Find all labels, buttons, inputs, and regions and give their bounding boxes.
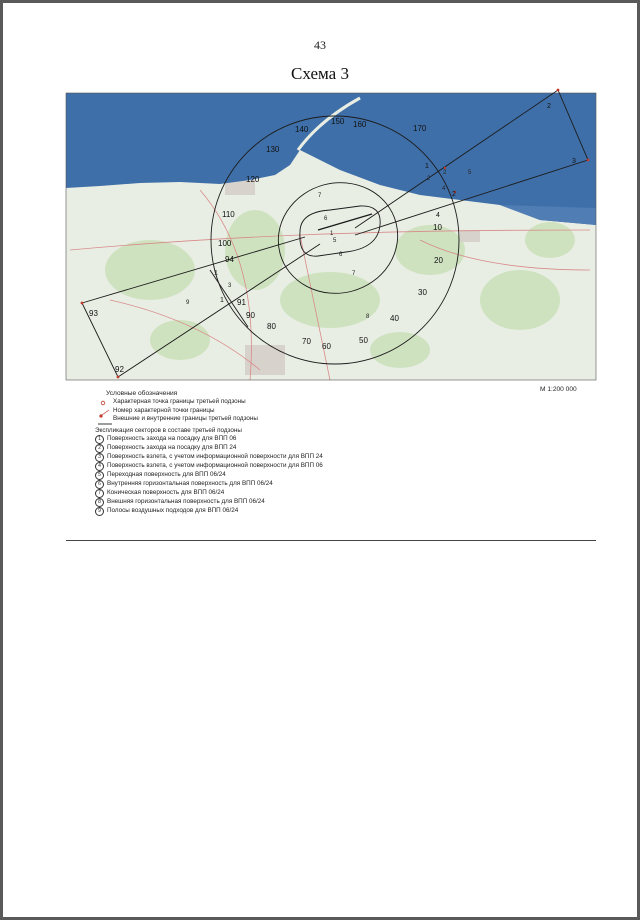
sector-number: 2 — [427, 176, 431, 182]
sector-entry: 2 Поверхность захода на посадку для ВПП 24 — [95, 444, 575, 453]
boundary-point-number: 1 — [220, 297, 224, 304]
ring-label: 80 — [267, 322, 276, 331]
sector-entry: 6 Внутренняя горизонтальная поверхность для ВПП 06/24 — [95, 480, 575, 489]
ring-label: 100 — [218, 239, 232, 248]
boundary-point-number: 1 — [425, 163, 429, 170]
ring-label: 90 — [246, 311, 255, 320]
boundary-point-number: 1 — [214, 270, 218, 277]
ring-label: 94 — [225, 255, 234, 264]
ring-label: 93 — [89, 309, 98, 318]
sector-entry: 9 Полосы воздушных подходов для ВПП 06/24 — [95, 507, 575, 516]
boundary-point-number: 2 — [547, 103, 551, 110]
boundary-point-number: 2 — [452, 191, 456, 198]
legend-heading: Условные обозначения — [106, 390, 178, 397]
scheme-title: Схема 3 — [291, 64, 349, 83]
sector-number: 6 — [339, 252, 343, 258]
sector-entry: 3 Поверхность взлета, с учетом информационной поверхности для ВПП 24 — [95, 453, 575, 462]
ring-label: 150 — [331, 117, 345, 126]
boundary-point-number: 4 — [436, 212, 440, 219]
legend-item — [95, 407, 575, 415]
legend-bottom-rule — [66, 540, 596, 541]
sector-number: 4 — [442, 186, 446, 192]
ring-label: 140 — [295, 125, 309, 134]
ring-label: 30 — [418, 288, 427, 297]
page-number: 43 — [314, 38, 326, 52]
ring-label: 120 — [246, 175, 260, 184]
legend-item — [95, 398, 575, 406]
map-scale: M 1:200 000 — [540, 386, 577, 393]
sector-number: 2 — [443, 170, 447, 176]
sector-entry: 5 Переходная поверхность для ВПП 06/24 — [95, 471, 575, 480]
legend-item — [95, 415, 575, 423]
sector-number: 3 — [228, 283, 232, 289]
ring-label: 160 — [353, 120, 367, 129]
ring-label: 170 — [413, 124, 427, 133]
legend-item-text: Характерная точка границы третьей подзоны — [113, 398, 246, 406]
sector-number: 7 — [352, 271, 356, 277]
sector-number: 9 — [186, 300, 190, 306]
ring-label: 60 — [322, 342, 331, 351]
ring-label: 110 — [222, 210, 235, 219]
ring-label: 92 — [115, 365, 124, 374]
boundary-point-number: 3 — [572, 158, 576, 165]
map-legend — [95, 390, 575, 516]
sector-entry: 1 Поверхность захода на посадку для ВПП 06 — [95, 435, 575, 444]
legend-item-text: Внешние и внутренние границы третьей подзоны — [113, 415, 258, 423]
sector-entry: 8 Внешняя горизонтальная поверхность для ВПП 06/24 — [95, 498, 575, 507]
sector-number: 5 — [333, 238, 337, 244]
sector-number: 7 — [318, 193, 322, 199]
ring-label: 130 — [266, 145, 280, 154]
sector-number: 1 — [330, 231, 334, 237]
sector-entry: 7 Коническая поверхность для ВПП 06/24 — [95, 489, 575, 498]
legend-item-text: Номер характерной точки границы — [113, 406, 215, 414]
ring-label: 91 — [237, 298, 246, 307]
explication-heading: Экспликация секторов в составе третьей подзоны — [95, 426, 242, 434]
ring-label: 10 — [433, 223, 442, 232]
ring-label: 40 — [390, 314, 399, 323]
sector-number: 8 — [366, 314, 370, 320]
sector-number: 6 — [324, 216, 328, 222]
ring-label: 50 — [359, 336, 368, 345]
ring-label: 20 — [434, 256, 443, 265]
sector-entry: 4 Поверхность взлета, с учетом информационной поверхности для ВПП 06 — [95, 462, 575, 471]
ring-label: 70 — [302, 337, 311, 346]
sector-number: 5 — [468, 170, 472, 176]
